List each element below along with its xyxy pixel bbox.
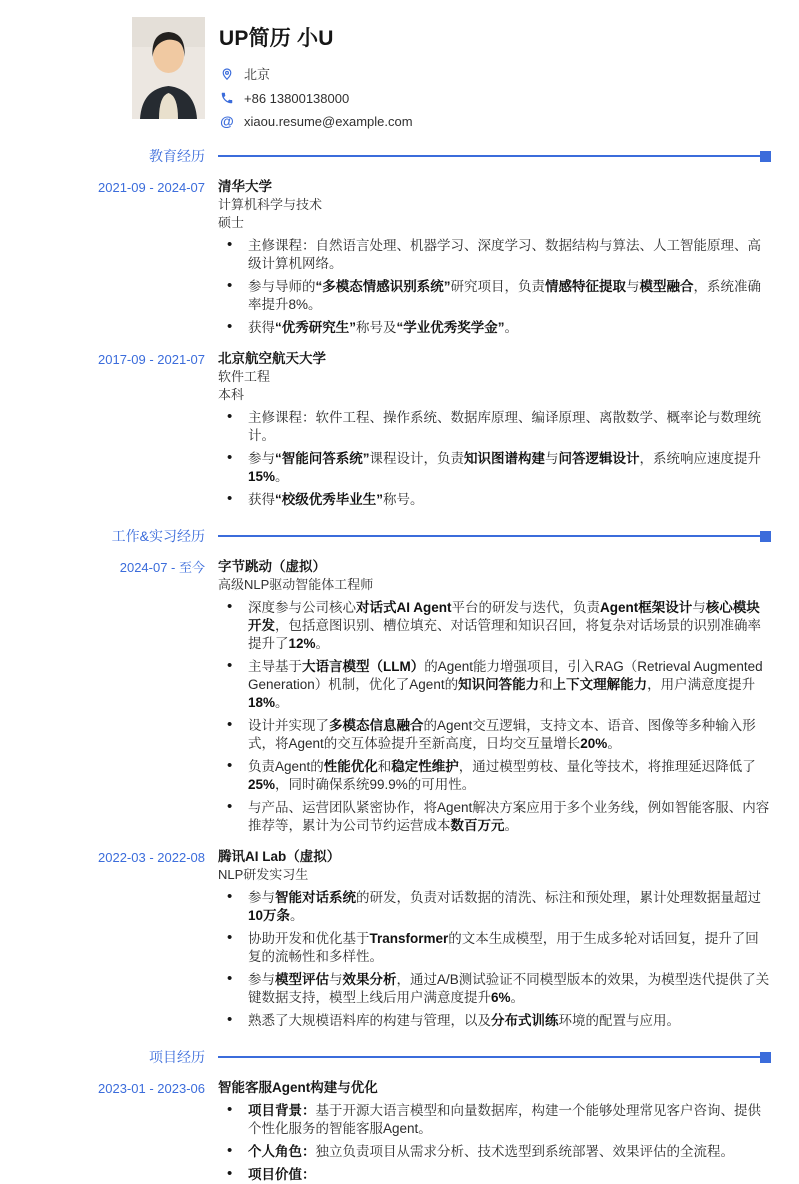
bullet-item: • 获得“优秀研究生”称号及“学业优秀奖学金”。 xyxy=(218,319,771,337)
section-entries xyxy=(0,558,799,1030)
entry-body xyxy=(218,558,771,835)
resume-entry xyxy=(0,1079,799,1184)
entry-date: 2021-09 - 2024-07 xyxy=(98,180,205,195)
section-title: 教育经历 xyxy=(149,148,205,164)
entry-title: 智能客服Agent构建与优化 xyxy=(218,1080,378,1095)
bullet-item: • 项目背景：基于开源大语言模型和向量数据库，构建一个能够处理常见客户咨询、提供个性化服务的智能客服Agent。 xyxy=(218,1102,771,1138)
rule-line xyxy=(218,535,760,537)
section-title: 项目经历 xyxy=(149,1049,205,1065)
contact-list xyxy=(219,64,413,129)
bullet-item: • 设计并实现了多模态信息融合的Agent交互逻辑，支持文本、语音、图像等多种输入形式，将Agent的交互体验提升至新高度，日均交互量增长20%。 xyxy=(218,717,771,753)
entry-body xyxy=(218,1079,771,1184)
bullet-list xyxy=(218,599,771,835)
bullet-list xyxy=(218,237,771,337)
phone-icon xyxy=(219,90,235,106)
resume-entry xyxy=(0,848,799,1030)
rule-square-icon xyxy=(760,151,771,162)
resume-entry xyxy=(0,350,799,509)
bullet-item: • 协助开发和优化基于Transformer的文本生成模型，用于生成多轮对话回复，提升了回复的流畅性和多样性。 xyxy=(218,930,771,966)
section-rule xyxy=(218,1052,771,1063)
resume-sections xyxy=(0,147,799,1184)
entry-title: 腾讯AI Lab（虚拟） xyxy=(218,849,341,864)
entry-subtitle: 计算机科学与技术 xyxy=(218,197,323,212)
contact-text: xiaou.resume@example.com xyxy=(244,113,413,129)
location-pin-icon xyxy=(219,66,235,82)
section-entries xyxy=(0,1079,799,1184)
bullet-item: • 参与模型评估与效果分析，通过A/B测试验证不同模型版本的效果，为模型迭代提供了关键数据支持，模型上线后用户满意度提升6%。 xyxy=(218,971,771,1007)
photo-column xyxy=(0,17,205,129)
entry-date: 2017-09 - 2021-07 xyxy=(98,352,205,367)
entry-subtitle: 本科 xyxy=(218,387,245,402)
bullet-item: • 主修课程：自然语言处理、机器学习、深度学习、数据结构与算法、人工智能原理、高级计算机网络。 xyxy=(218,237,771,273)
contact-row xyxy=(219,64,413,83)
resume-section xyxy=(0,527,799,1030)
bullet-item: • 参与智能对话系统的研发，负责对话数据的清洗、标注和预处理，累计处理数据量超过10万条。 xyxy=(218,889,771,925)
entry-body xyxy=(218,350,771,509)
entry-body xyxy=(218,848,771,1030)
rule-line xyxy=(218,155,760,157)
entry-subtitle: 软件工程 xyxy=(218,369,271,384)
bullet-list xyxy=(218,409,771,509)
entry-subtitle: 高级NLP驱动智能体工程师 xyxy=(218,577,374,592)
at-icon: @ xyxy=(220,113,234,129)
profile-photo xyxy=(132,17,205,119)
entry-body xyxy=(218,178,771,337)
entry-date: 2023-01 - 2023-06 xyxy=(98,1081,205,1096)
bullet-item: • 主导基于大语言模型（LLM）的Agent能力增强项目，引入RAG（Retrieval Augmented Generation）机制，优化了Agent的知识问答能力和上下文理解能力，用户满意度提升18%。 xyxy=(218,658,771,712)
contact-row xyxy=(219,90,413,106)
bullet-item: • 参与“智能问答系统”课程设计，负责知识图谱构建与问答逻辑设计，系统响应速度提升15%。 xyxy=(218,450,771,486)
entry-title: 字节跳动（虚拟） xyxy=(218,559,326,574)
rule-square-icon xyxy=(760,531,771,542)
section-rule xyxy=(218,531,771,542)
bullet-item: • 主修课程：软件工程、操作系统、数据库原理、编译原理、离散数学、概率论与数理统计。 xyxy=(218,409,771,445)
section-title: 工作&实习经历 xyxy=(111,528,205,544)
resume-entry xyxy=(0,558,799,835)
contact-text: 北京 xyxy=(244,67,271,82)
entry-date: 2024-07 - 至今 xyxy=(119,560,205,575)
resume-section xyxy=(0,147,799,509)
section-head xyxy=(0,1048,799,1066)
entry-title: 北京航空航天大学 xyxy=(218,351,326,366)
contact-row xyxy=(219,113,413,129)
header-info xyxy=(219,17,413,129)
entry-subtitle: 硕士 xyxy=(218,215,245,230)
entry-title: 清华大学 xyxy=(218,179,272,194)
bullet-item: • 获得“校级优秀毕业生”称号。 xyxy=(218,491,771,509)
resume-section xyxy=(0,1048,799,1184)
bullet-item: • 项目价值： xyxy=(218,1166,771,1184)
bullet-item: • 参与导师的“多模态情感识别系统”研究项目，负责情感特征提取与模型融合，系统准确率提升8%。 xyxy=(218,278,771,314)
bullet-list xyxy=(218,889,771,1030)
rule-line xyxy=(218,1056,760,1058)
section-head xyxy=(0,527,799,545)
bullet-item: • 深度参与公司核心对话式AI Agent平台的研发与迭代，负责Agent框架设计与核心模块开发，包括意图识别、槽位填充、对话管理和知识召回，将复杂对话场景的识别准确率提升了12%。 xyxy=(218,599,771,653)
profile-photo-illustration xyxy=(132,17,205,119)
section-entries xyxy=(0,178,799,509)
entry-date: 2022-03 - 2022-08 xyxy=(98,850,205,865)
bullet-list xyxy=(218,1102,771,1184)
page-title: UP简历 小U xyxy=(219,27,334,50)
bullet-item: • 个人角色：独立负责项目从需求分析、技术选型到系统部署、效果评估的全流程。 xyxy=(218,1143,771,1161)
rule-square-icon xyxy=(760,1052,771,1063)
section-head xyxy=(0,147,799,165)
bullet-item: • 负责Agent的性能优化和稳定性维护，通过模型剪枝、量化等技术，将推理延迟降低了25%，同时确保系统99.9%的可用性。 xyxy=(218,758,771,794)
contact-text: +86 13800138000 xyxy=(244,90,350,106)
bullet-item: • 熟悉了大规模语料库的构建与管理，以及分布式训练环境的配置与应用。 xyxy=(218,1012,771,1030)
section-rule xyxy=(218,151,771,162)
entry-subtitle: NLP研发实习生 xyxy=(218,867,309,882)
bullet-item: • 与产品、运营团队紧密协作，将Agent解决方案应用于多个业务线，例如智能客服、内容推荐等，累计为公司节约运营成本数百万元。 xyxy=(218,799,771,835)
resume-header xyxy=(0,0,799,129)
resume-entry xyxy=(0,178,799,337)
